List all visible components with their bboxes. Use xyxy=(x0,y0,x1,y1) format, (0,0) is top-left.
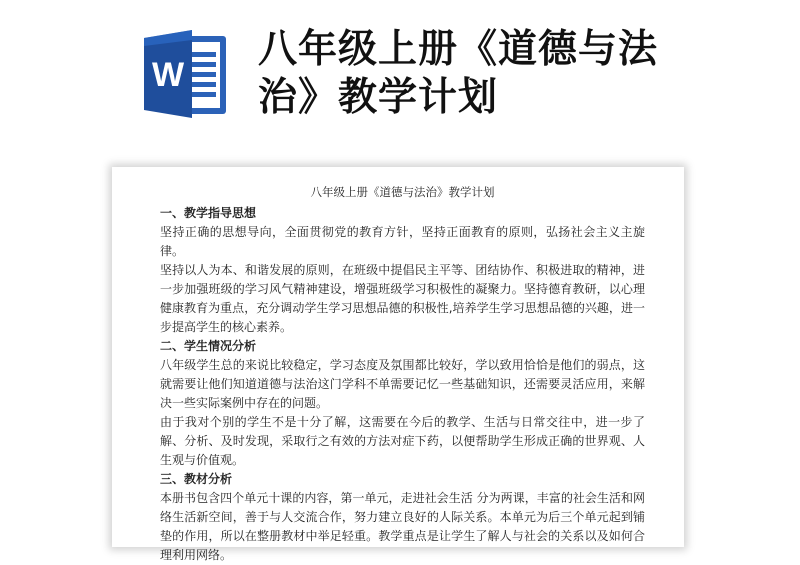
section-heading-2: 二、学生情况分析 xyxy=(160,339,257,353)
section-heading-3: 三、教材分析 xyxy=(160,472,233,486)
paragraph-4: 由于我对个别的学生不是十分了解，这需要在今后的教学、生活与日常交往中，进一步了解、分析、及时发现，采取行之有效的方法对症下药，以便帮助学生形成正确的世界观、人生观与价值观。 xyxy=(160,415,645,467)
header-banner xyxy=(0,0,800,160)
page-title: 八年级上册《道德与法治》教学计划 xyxy=(258,27,659,120)
document-page xyxy=(112,167,684,562)
paragraph-2: 坚持以人为本、和谐发展的原则，在班级中提倡民主平等、团结协作、积极进取的精神，进一步加强班级的学习风气精神建设，增强班级学习积极性的凝聚力。坚持德育教研，以心理健康教育为重点，充分调动学生学习思想品德的积极性,培养学生学习思想品德的兴趣，进一步提高学生的核心素养。 xyxy=(160,263,645,334)
document-body xyxy=(160,183,645,565)
word-icon-letter: W xyxy=(151,56,185,94)
paragraph-1: 坚持正确的思想导向，全面贯彻党的教育方针，坚持正面教育的原则，弘扬社会主义主旋律。 xyxy=(160,225,645,258)
paragraph-5: 本册书包含四个单元十课的内容，第一单元，走进社会生活 分为两课，丰富的社会生活和网络生活新空间，善于与人交流合作，努力建立良好的人际关系。本单元为后三个单元起到铺垫的作用，所以在整册教材中举足轻重。教学重点是让学生了解人与社会的关系以及如何合理利用网络。 xyxy=(160,491,645,562)
section-heading-1: 一、教学指导思想 xyxy=(160,206,257,220)
paragraph-3: 八年级学生总的来说比较稳定，学习态度及氛围都比较好，学以致用恰恰是他们的弱点，这就需要让他们知道道德与法治这门学科不单需要记忆一些基础知识，还需要灵活应用，来解决一些实际案例中存在的问题。 xyxy=(160,358,645,410)
word-icon xyxy=(140,28,230,120)
document-title: 八年级上册《道德与法治》教学计划 xyxy=(310,185,495,199)
